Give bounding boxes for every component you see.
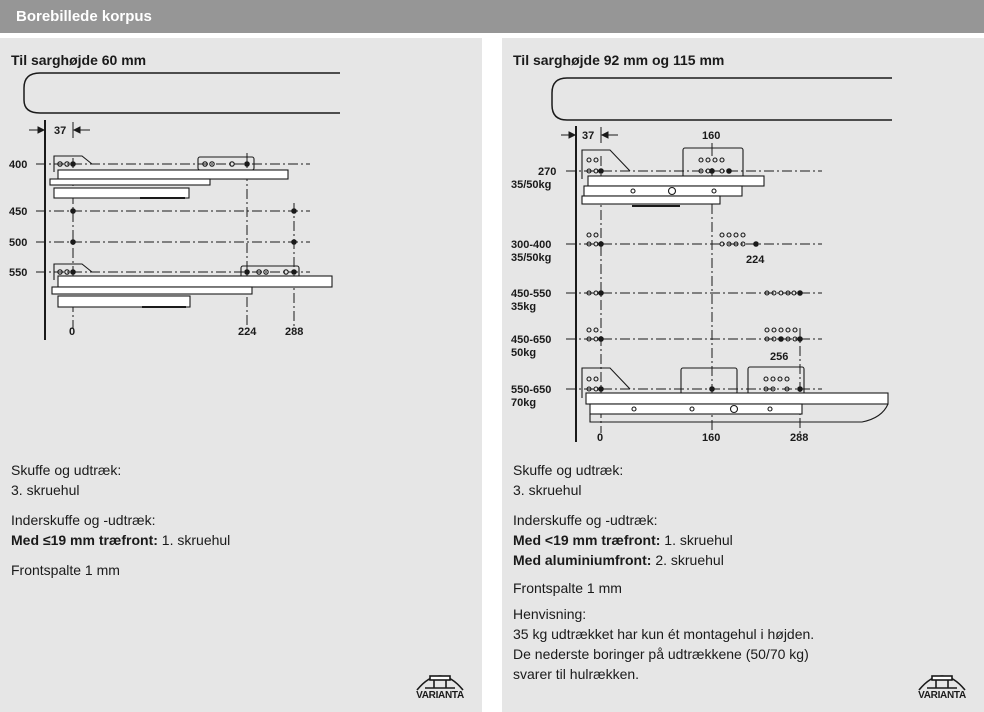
note-reference-heading: Henvisning:: [513, 606, 587, 622]
runner-upper: [582, 148, 764, 206]
x-label-288: 288: [790, 432, 809, 444]
panel-60mm: [0, 38, 482, 712]
x-label-0: 0: [69, 326, 76, 338]
panel-92-115mm: [502, 38, 984, 712]
note-drawer-hole: 3. skruehul: [11, 482, 80, 498]
section-header: [0, 0, 984, 33]
note-drawer: Skuffe og udtræk:: [513, 462, 624, 478]
note-drawer-hole: 3. skruehul: [513, 482, 582, 498]
row-label-400: 400: [9, 159, 28, 171]
mid-label-224: 224: [746, 254, 765, 266]
note-reference-2: De nederste boringer på udtrækkene (50/70 kg): [513, 646, 809, 662]
row-height-4: 550-650: [511, 384, 552, 396]
row-height-3: 450-650: [511, 334, 552, 346]
section-title: Borebillede korpus: [16, 8, 152, 25]
runner-upper: [50, 156, 288, 198]
varianta-logo: VARIANTA: [411, 664, 469, 704]
row-label-450: 450: [9, 206, 28, 218]
note-reference-3: svarer til hulrækken.: [513, 666, 640, 682]
note-drawer: Skuffe og udtræk:: [11, 462, 122, 478]
row-weight-2: 35kg: [511, 301, 537, 313]
panel-title: Til sarghøjde 60 mm: [11, 52, 147, 68]
row-label-500: 500: [9, 237, 28, 249]
note-front-gap: Frontspalte 1 mm: [11, 562, 120, 578]
row-weight-4: 70kg: [511, 397, 537, 409]
row-height-1: 300-400: [511, 239, 552, 251]
row-weight-0: 35/50kg: [511, 179, 552, 191]
dim-label-37: 37: [54, 125, 67, 137]
runner-lower: [52, 264, 332, 307]
note-inner-alu-front: Med aluminiumfront: 2. skruehul: [513, 552, 724, 568]
row-height-0: 270: [538, 166, 557, 178]
note-front-gap: Frontspalte 1 mm: [513, 580, 622, 596]
x-label-0: 0: [597, 432, 604, 444]
note-inner-front: Med ≤19 mm træfront: 1. skruehul: [11, 532, 231, 548]
x-label-224: 224: [238, 326, 257, 338]
row-weight-3: 50kg: [511, 347, 537, 359]
note-inner-drawer: Inderskuffe og -udtræk:: [513, 512, 658, 528]
drilling-diagram-60mm: [0, 38, 482, 368]
varianta-logo: VARIANTA: [913, 664, 971, 704]
note-reference-1: 35 kg udtrækket har kun ét montagehul i højden.: [513, 626, 815, 642]
x-label-160: 160: [702, 432, 721, 444]
x-label-288: 288: [285, 326, 304, 338]
panel-title: Til sarghøjde 92 mm og 115 mm: [513, 52, 725, 68]
runner-lower: [582, 367, 888, 422]
dim-label-37: 37: [582, 130, 595, 142]
note-inner-wood-front: Med <19 mm træfront: 1. skruehul: [513, 532, 733, 548]
dim-label-160: 160: [702, 130, 721, 142]
row-label-550: 550: [9, 267, 28, 279]
note-inner-drawer: Inderskuffe og -udtræk:: [11, 512, 156, 528]
row-height-2: 450-550: [511, 288, 552, 300]
mid-label-256: 256: [770, 351, 789, 363]
drilling-diagram-92-115mm: [502, 38, 984, 458]
row-weight-1: 35/50kg: [511, 252, 552, 264]
